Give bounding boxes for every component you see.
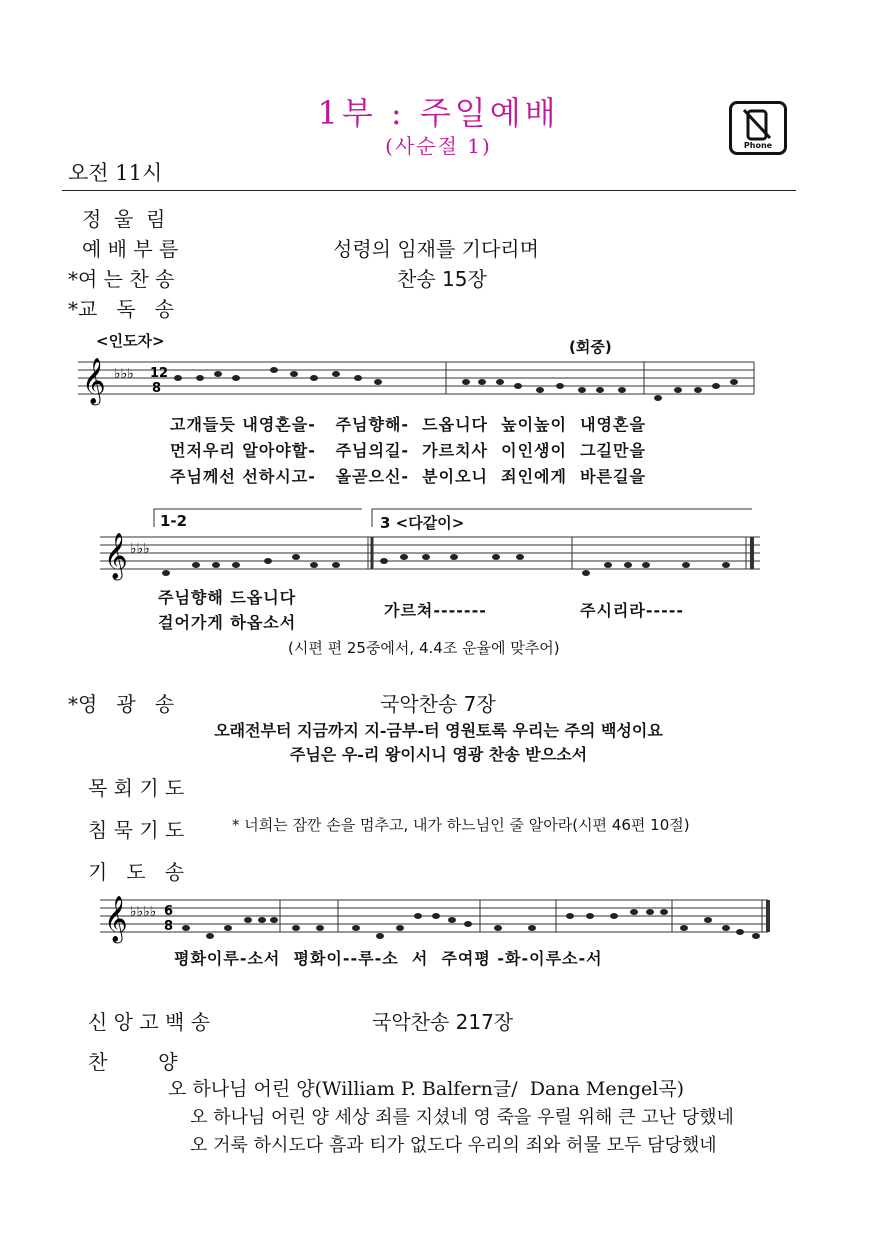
item-creed-song: 신 앙 고 백 송	[88, 1010, 211, 1034]
item-silent-prayer: 침 묵 기 도	[88, 818, 185, 842]
item-call-to-worship: 예 배 부 름	[82, 237, 179, 261]
anthem-title: 오 하나님 어린 양(William P. Balfern글/ Dana Mengel곡)	[168, 1078, 685, 1100]
divider	[62, 190, 796, 191]
svg-text:8: 8	[152, 381, 162, 396]
opening-hymn-text: 찬송 15장	[397, 267, 487, 291]
score1-lyric-line-2: 먼저우리 알아야할- 주님의길- 가르치사 이인생이 그길만을	[170, 441, 646, 460]
score2-lyric-a2: 걸어가게 하옵소서	[158, 613, 297, 632]
anthem-line-2: 오 거룩 하시도다 흠과 티가 없도다 우리의 죄와 허물 모두 담당했네	[190, 1135, 717, 1156]
svg-text:6: 6	[164, 904, 174, 919]
item-doxology: *영 광 송	[68, 692, 175, 716]
item-jeongeulim: 정 울 림	[82, 207, 166, 231]
svg-text:𝄞: 𝄞	[104, 896, 128, 942]
score2-lyric-a1: 주님향해 드옵니다	[158, 588, 297, 607]
item-responsive-reading: *교 독 송	[68, 297, 175, 321]
volta-3: 3 <다같이>	[380, 514, 465, 532]
svg-text:12: 12	[150, 366, 169, 381]
congregation-label: (회중)	[569, 338, 612, 356]
svg-text:♭♭♭: ♭♭♭	[130, 541, 150, 557]
music-staff-3	[100, 890, 780, 946]
leader-label: <인도자>	[96, 332, 165, 350]
svg-text:𝄞: 𝄞	[82, 358, 106, 404]
score2-lyric-c: 주시리라-----	[580, 601, 685, 620]
score1-lyric-line-3: 주님께선 선하시고- 올곧으신- 분이오니 죄인에게 바른길을	[170, 467, 646, 486]
anthem-line-1: 오 하나님 어린 양 세상 죄를 지셨네 영 죽을 우릴 위해 큰 고난 당했네	[190, 1107, 734, 1128]
call-to-worship-text: 성령의 임재를 기다리며	[333, 237, 539, 261]
creed-song-text: 국악찬송 217장	[372, 1010, 514, 1034]
reading-source-note: (시편 편 25중에서, 4.4조 운율에 맞추어)	[288, 639, 560, 657]
doxology-line-2: 주님은 우-리 왕이시니 영광 찬송 받으소서	[289, 745, 588, 764]
svg-text:𝄞: 𝄞	[104, 533, 128, 579]
phone-off-icon	[729, 101, 787, 155]
score2-lyric-b: 가르쳐-------	[384, 601, 487, 620]
prayer-song-lyrics: 평화이루-소서 평화이--루-소 서 주여평 -화-이루소-서	[174, 949, 603, 968]
item-anthem: 찬 양	[88, 1050, 178, 1074]
service-time: 오전 11시	[68, 161, 163, 185]
doxology-text: 국악찬송 7장	[380, 692, 496, 716]
volta-1-2: 1-2	[160, 512, 188, 530]
page-title: 1부 : 주일예배	[317, 94, 560, 132]
silent-prayer-text: * 너희는 잠깐 손을 멈추고, 내가 하느님인 줄 알아라(시편 46편 10절)	[232, 816, 690, 834]
item-opening-hymn: *여 는 찬 송	[68, 267, 175, 291]
score1-lyric-line-1: 고개들듯 내영혼을- 주님향해- 드옵니다 높이높이 내영혼을	[170, 415, 646, 434]
doxology-line-1: 오래전부터 지금까지 지-금부-터 영원토록 우리는 주의 백성이요	[214, 721, 663, 740]
item-prayer-song: 기 도 송	[88, 860, 185, 884]
svg-text:8: 8	[164, 919, 174, 934]
svg-text:♭♭♭: ♭♭♭	[114, 366, 134, 382]
item-pastoral-prayer: 목 회 기 도	[88, 776, 185, 800]
phone-label: Phone	[743, 141, 773, 150]
svg-text:♭♭♭♭: ♭♭♭♭	[130, 904, 157, 920]
music-staff-1	[78, 352, 758, 408]
page-subtitle: (사순절 1)	[385, 134, 492, 158]
